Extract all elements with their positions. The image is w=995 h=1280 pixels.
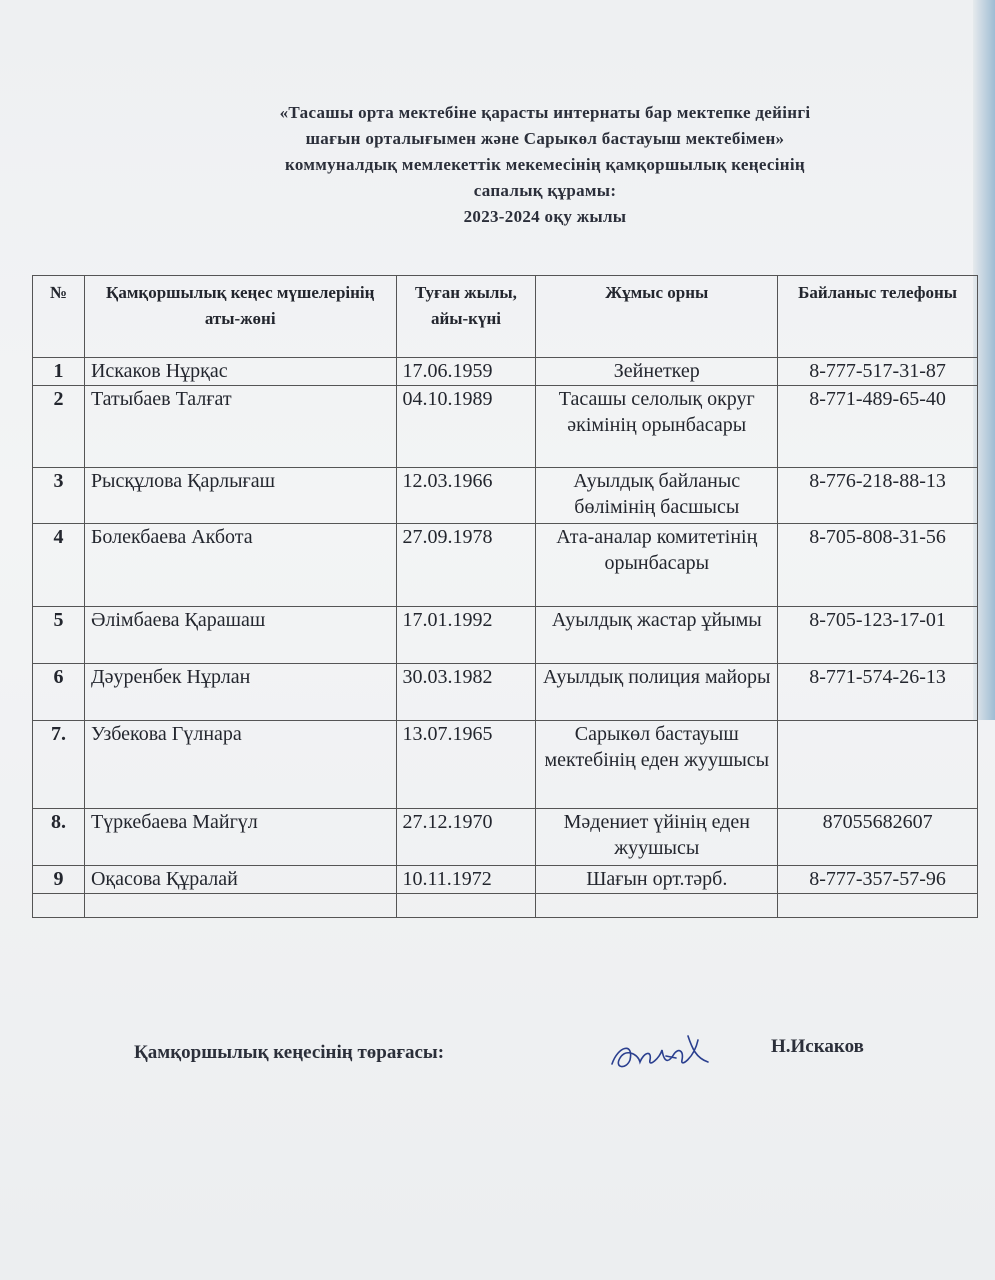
row-name: Әлімбаева Қарашаш [84, 607, 396, 664]
header-dob: Туған жылы, айы-күні [396, 276, 536, 358]
row-phone: 87055682607 [778, 809, 978, 866]
row-phone [778, 894, 978, 918]
row-phone: 8-705-808-31-56 [778, 524, 978, 607]
row-phone [778, 721, 978, 809]
table-row [33, 809, 978, 866]
row-num: 9 [33, 866, 85, 894]
row-name: Болекбаева Акбота [84, 524, 396, 607]
row-dob: 04.10.1989 [396, 386, 536, 468]
table-row [33, 468, 978, 524]
header-name: Қамқоршылық кеңес мүшелерінің аты-жөні [84, 276, 396, 358]
title-line-1: «Тасашы орта мектебіне қарасты интернаты бар мектепке дейінгі [279, 103, 811, 122]
row-num: 7. [33, 721, 85, 809]
row-work: Ата-аналар комитетінің орынбасары [536, 524, 778, 607]
signature-block [134, 1036, 914, 1076]
row-name: Дәуренбек Нұрлан [84, 664, 396, 721]
row-num: 2 [33, 386, 85, 468]
header-num: № [33, 276, 85, 358]
table-row [33, 721, 978, 809]
row-work: Сарыкөл бастауыш мектебінің еден жуушысы [536, 721, 778, 809]
row-dob: 17.01.1992 [396, 607, 536, 664]
row-dob: 30.03.1982 [396, 664, 536, 721]
chairman-label: Қамқоршылық кеңесінің төрағасы: [134, 1042, 445, 1063]
row-phone: 8-776-218-88-13 [778, 468, 978, 524]
row-work: Ауылдық жастар ұйымы [536, 607, 778, 664]
header-work: Жұмыс орны [536, 276, 778, 358]
table-header-row [33, 276, 978, 358]
row-num: 5 [33, 607, 85, 664]
row-dob: 12.03.1966 [396, 468, 536, 524]
row-name [84, 894, 396, 918]
title-line-3: коммуналдық мемлекеттік мекемесінің қамқоршылық кеңесінің [285, 155, 805, 174]
row-work: Зейнеткер [536, 358, 778, 386]
row-num [33, 894, 85, 918]
row-num: 4 [33, 524, 85, 607]
table-row [33, 386, 978, 468]
row-num: 3 [33, 468, 85, 524]
row-num: 8. [33, 809, 85, 866]
row-work: Тасашы селолық округ әкімінің орынбасары [536, 386, 778, 468]
document-title [150, 100, 940, 230]
row-dob: 10.11.1972 [396, 866, 536, 894]
row-work: Мәдениет үйінің еден жуушысы [536, 809, 778, 866]
row-dob: 27.09.1978 [396, 524, 536, 607]
row-phone: 8-771-574-26-13 [778, 664, 978, 721]
row-dob: 17.06.1959 [396, 358, 536, 386]
row-phone: 8-771-489-65-40 [778, 386, 978, 468]
row-dob: 27.12.1970 [396, 809, 536, 866]
row-name: Түркебаева Майгүл [84, 809, 396, 866]
row-name: Оқасова Құралай [84, 866, 396, 894]
row-dob: 13.07.1965 [396, 721, 536, 809]
row-name: Татыбаев Талғат [84, 386, 396, 468]
row-work: Шағын орт.тәрб. [536, 866, 778, 894]
row-work: Ауылдық байланыс бөлімінің басшысы [536, 468, 778, 524]
row-name: Искаков Нұрқас [84, 358, 396, 386]
row-phone: 8-777-357-57-96 [778, 866, 978, 894]
row-num: 1 [33, 358, 85, 386]
table-row [33, 664, 978, 721]
title-line-5: 2023-2024 оқу жылы [463, 207, 627, 226]
table-row [33, 524, 978, 607]
table-row [33, 358, 978, 386]
row-phone: 8-777-517-31-87 [778, 358, 978, 386]
row-work [536, 894, 778, 918]
table-row-empty [33, 894, 978, 918]
row-work: Ауылдық полиция майоры [536, 664, 778, 721]
title-line-2: шағын орталығымен және Сарыкөл бастауыш мектебімен» [305, 129, 785, 148]
row-phone: 8-705-123-17-01 [778, 607, 978, 664]
row-num: 6 [33, 664, 85, 721]
title-line-4: сапалық құрамы: [473, 181, 617, 200]
council-table [32, 275, 978, 918]
handwritten-signature [604, 1028, 714, 1084]
row-name: Узбекова Гүлнара [84, 721, 396, 809]
header-phone: Байланыс телефоны [778, 276, 978, 358]
table-row [33, 607, 978, 664]
table-row [33, 866, 978, 894]
row-name: Рысқұлова Қарлығаш [84, 468, 396, 524]
row-dob [396, 894, 536, 918]
chairman-name: Н.Искаков [771, 1036, 864, 1057]
